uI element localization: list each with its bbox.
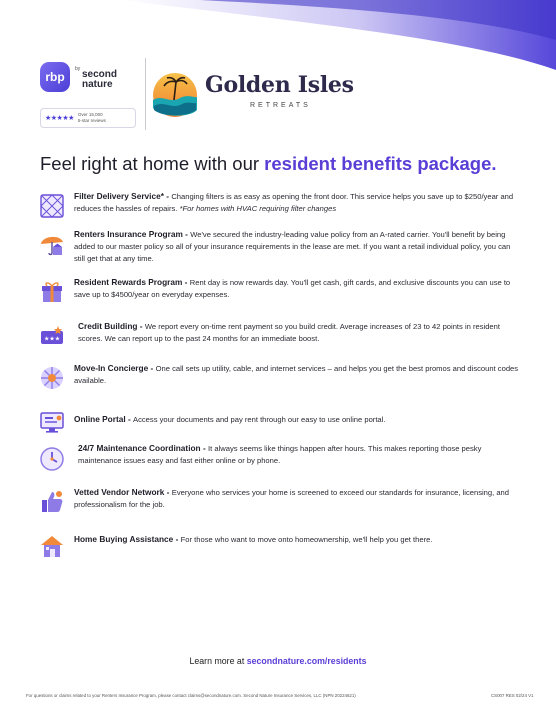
benefit-title: Credit Building bbox=[78, 321, 138, 331]
house-icon bbox=[38, 532, 66, 560]
svg-text:★★★: ★★★ bbox=[44, 335, 61, 343]
benefit-separator: - bbox=[182, 229, 191, 239]
learn-more bbox=[0, 656, 556, 666]
page-headline bbox=[40, 153, 497, 175]
benefit-separator: - bbox=[182, 277, 190, 287]
review-count bbox=[78, 112, 106, 123]
review-line-1: Over 15,000 bbox=[77, 112, 103, 118]
footer-code: CS007 RES 02/24 V1 bbox=[491, 693, 534, 698]
benefit-title: Filter Delivery Service bbox=[74, 191, 161, 201]
property-name: Golden Isles bbox=[205, 72, 354, 98]
benefit-title: 24/7 Maintenance Coordination bbox=[78, 443, 201, 453]
footer-disclaimer: For questions or claims related to your Renters Insurance Program, please contact claims@secondnature.com. Second Nature Insurance Services, LLC (NPN 20224621) bbox=[26, 693, 356, 698]
gift-icon bbox=[38, 278, 66, 306]
benefit-title: Renters Insurance Program bbox=[74, 229, 183, 239]
five-star-icon: ★★★★★ bbox=[45, 115, 74, 122]
portal-icon bbox=[38, 408, 66, 436]
clock-icon bbox=[38, 444, 66, 472]
benefit-text bbox=[74, 486, 522, 511]
thumbs-up-icon bbox=[38, 488, 66, 516]
benefit-separator: - bbox=[164, 487, 172, 497]
benefit-title-mark: * bbox=[160, 191, 164, 201]
benefit-text bbox=[74, 362, 522, 387]
review-line-2: 5-star reviews bbox=[77, 118, 106, 123]
review-badge bbox=[40, 108, 136, 128]
logo-divider bbox=[145, 58, 146, 130]
benefit-body: We've secured the industry-leading value policy from an A-rated carrier. You'll benefit by being added to our master policy so all of your insurance requirements in the lease are met. If you want a retail individual policy, you can still get that at any time. bbox=[74, 230, 511, 263]
benefit-title: Vetted Vendor Network bbox=[74, 487, 165, 497]
benefit-body: For those who want to move onto homeownership, we'll help you get there. bbox=[180, 535, 433, 544]
benefit-separator: - bbox=[137, 321, 145, 331]
benefit-text bbox=[74, 276, 522, 301]
benefit-body: Everyone who services your home is screened to exceed our standards for insurance, licensing, and professionalism for the job. bbox=[74, 488, 510, 509]
benefit-separator: - bbox=[125, 414, 134, 424]
benefit-text bbox=[78, 320, 526, 345]
rbp-logo: rbp bbox=[40, 62, 70, 92]
benefit-text bbox=[74, 228, 522, 264]
second-nature-brand bbox=[82, 70, 132, 90]
benefit-text bbox=[74, 533, 522, 546]
benefit-text bbox=[74, 413, 522, 426]
benefit-text bbox=[78, 442, 526, 467]
benefit-separator: - bbox=[173, 534, 181, 544]
headline-accent: resident benefits package. bbox=[264, 153, 497, 174]
benefit-separator: - bbox=[148, 363, 156, 373]
benefit-title: Home Buying Assistance bbox=[74, 534, 174, 544]
benefit-body: Access your documents and pay rent through our easy to use online portal. bbox=[133, 415, 386, 424]
benefit-title: Move-In Concierge bbox=[74, 363, 149, 373]
benefit-body: Rent day is now rewards day. You'll get cash, gift cards, and exclusive discounts you can use to save up to $4500/year on everyday expenses. bbox=[74, 278, 511, 299]
benefit-note: *For homes with HVAC requiring filter changes bbox=[179, 203, 337, 213]
headline-prefix: Feel right at home with our bbox=[40, 153, 265, 174]
benefit-title: Resident Rewards Program bbox=[74, 277, 183, 287]
property-subtitle: RETREATS bbox=[250, 102, 311, 109]
benefit-body: One call sets up utility, cable, and internet services – and helps you get the best promos and discount codes available. bbox=[74, 364, 519, 385]
benefit-title: Online Portal bbox=[74, 414, 126, 424]
benefit-body: It always seems like things happen after hours. This makes reporting those pesky maintenance issues easy and fast either online or by phone. bbox=[78, 444, 482, 465]
brand-line-1: second bbox=[82, 69, 118, 80]
brand-line-2: nature bbox=[82, 79, 113, 90]
umbrella-icon bbox=[38, 230, 66, 258]
filter-icon bbox=[38, 192, 66, 220]
benefit-separator: - bbox=[163, 191, 172, 201]
learn-more-link[interactable]: secondnature.com/residents bbox=[246, 656, 367, 666]
benefit-separator: - bbox=[200, 443, 209, 453]
benefit-text bbox=[74, 190, 522, 215]
header bbox=[0, 0, 556, 140]
credit-stars-icon bbox=[38, 322, 66, 350]
concierge-icon bbox=[38, 364, 66, 392]
benefit-body: We report every on-time rent payment so you build credit. Average increases of 23 to 42 points in resident scores. We can report up to the past 24 months for an immediate boost. bbox=[78, 322, 500, 343]
rbp-by-text: by bbox=[75, 66, 81, 72]
benefit-body: Changing filters is as easy as opening the front door. This service helps you save up to $250/year and reduces the hassles of repairs. bbox=[74, 192, 514, 213]
learn-more-prefix: Learn more at bbox=[189, 656, 247, 666]
golden-isles-emblem-icon bbox=[150, 70, 200, 120]
